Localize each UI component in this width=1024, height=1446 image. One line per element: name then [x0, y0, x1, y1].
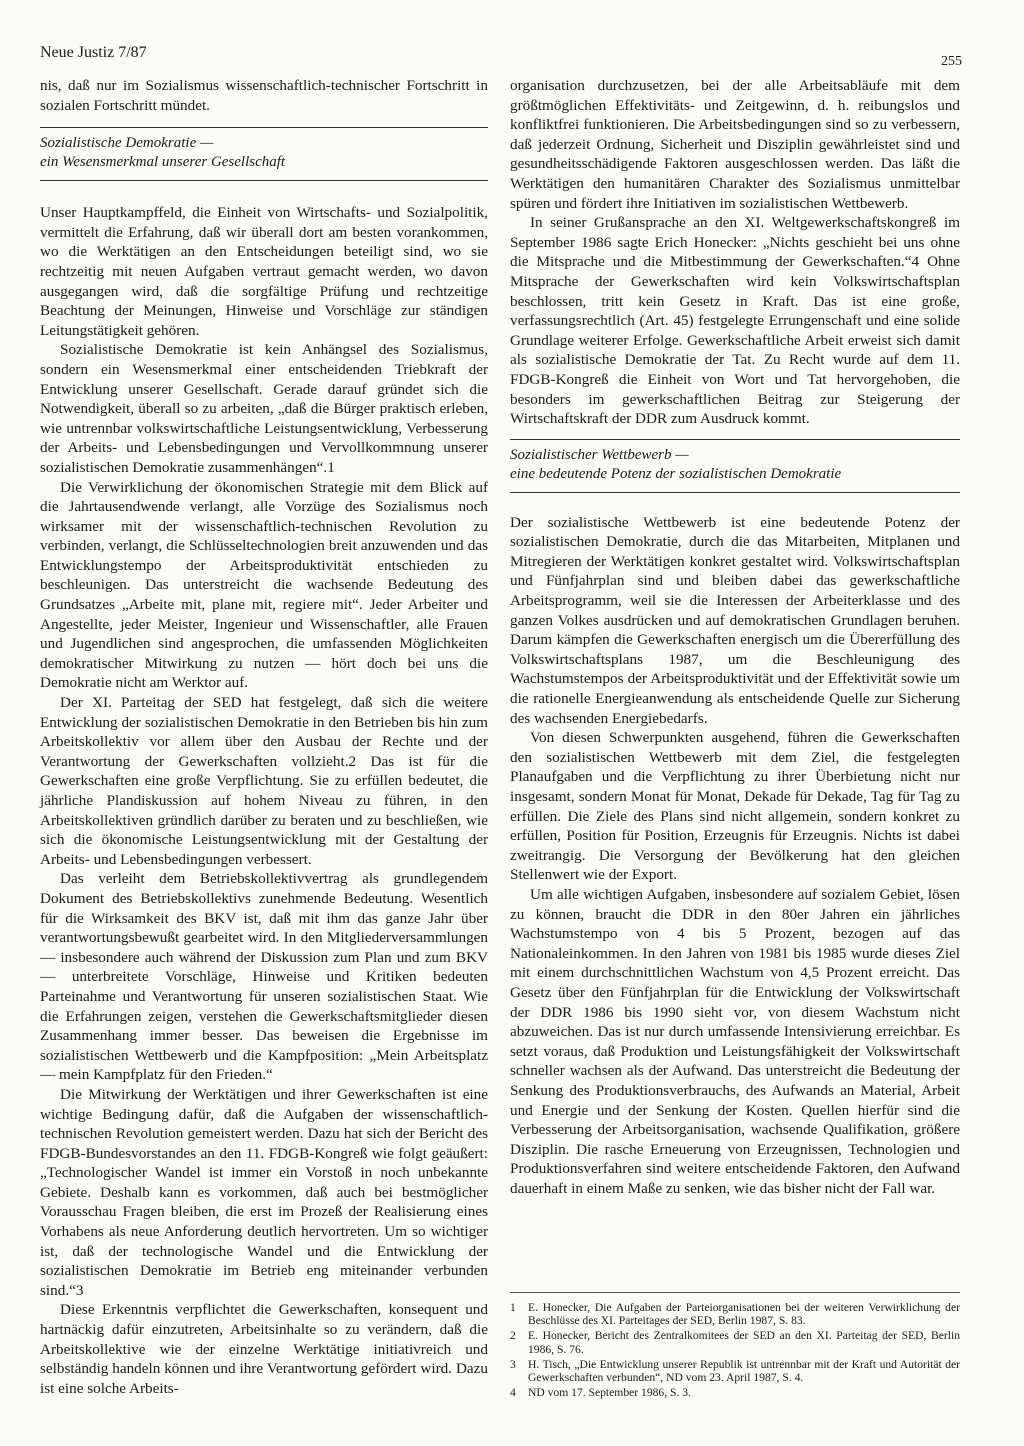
paragraph: Unser Hauptkampffeld, die Einheit von Wirtschafts- und Sozialpolitik, vermittelt die Erfahrung, daß wir überall dort am besten vorankommen, wo die Werktätigen an den Entscheidungen beteiligt sind, wo sie rechtzeitig mit neuen Aufgaben vertraut gemacht werden, wo davon ausgegangen wird, daß die sorgfältige Prüfung und rechtzeitige Beachtung der Meinungen, Hinweise und Vorschläge zur ständigen Leitungstätigkeit gehören.	[40, 204, 488, 339]
footnote-number: 4	[510, 1386, 516, 1400]
paragraph: Um alle wichtigen Aufgaben, insbesondere auf sozialem Gebiet, lösen zu können, braucht die DDR in den 80er Jahren ein jährliches Wachstumstempo von 4 bis 5 Prozent, bezogen auf das Nationaleinkommen. In den Jahren von 1981 bis 1985 wurde dieses Ziel mit einem durchschnittlichen Wachstum von 4,5 Prozent erreicht. Das Gesetz über den Fünfjahrplan für die Entwicklung der Volkswirtschaft der DDR 1986 bis 1990 sieht vor, von diesem Wachstum nicht abzuweichen. Das ist nur durch umfassende Intensivierung erreichbar. Es setzt voraus, daß Produktion und Leistungsfähigkeit der Volkswirtschaft schneller wachsen als der Aufwand. Das unterstreicht die Bedeutung der Senkung des Produktionsverbrauchs, des Aufwands an Material, Arbeit und Energie und der Senkung der Kosten. Quellen hierfür sind die Verbesserung der Arbeitsorganisation, wachsende Qualifikation, größere Disziplin. Die rasche Erneuerung von Erzeugnissen, Technologien und Produktionsverfahren sind weitere entscheidende Faktoren, den Aufwand dauerhaft in einem Maße zu senken, wie das bisher nicht der Fall war.	[510, 885, 960, 1197]
page-number: 255	[941, 54, 962, 69]
paragraph: In seiner Grußansprache an den XI. Weltgewerkschaftskongreß im September 1986 sagte Erich Honecker: „Nichts geschieht bei uns ohne die Mitsprache und die Mitbestimmung der Gewerkschaften.“4 Ohne Mitsprache der Gewerkschaften wird kein Volkswirtschaftsplan beschlossen, tritt kein Gesetz in Kraft. Das ist eine große, verfassungsrechtlich (Art. 45) festgelegte Errungenschaft und eine solide Grundlage weiterer Erfolge. Gewerkschaftliche Arbeit erweist sich damit als sozialistische Demokratie der Tat. Zu Recht wurde auf dem 11. FDGB-Kongreß die Einheit von Wort und Tat hervorgehoben, die besonders im gewerkschaftlichen Beitrag zur Steigerung der Wirtschaftskraft der DDR zum Ausdruck kommt.	[510, 214, 960, 428]
footnote-text: H. Tisch, „Die Entwicklung unserer Republik ist untrennbar mit der Kraft und Autorität der Gewerkschaften verbunden“, ND vom 23. April 1987, S. 4.	[528, 1357, 960, 1385]
paragraph: organisation durchzusetzen, bei der alle Arbeitsabläufe mit dem größtmöglichen Effektivitäts- und Zeitgewinn, d. h. reibungslos und konfliktfrei funktionieren. Die Arbeitsbedingungen sind so zu verbessern, daß jederzeit Ordnung, Sicherheit und Disziplin gewährleistet sind und gesundheitsschädigende Faktoren ausgeschlossen werden. Das läßt die Werktätigen den humanitären Charakter des Sozialismus unmittelbar spüren und fördert ihre Initiativen im sozialistischen Wettbewerb.	[510, 77, 960, 212]
paragraph: Diese Erkenntnis verpflichtet die Gewerkschaften, konsequent und hartnäckig dafür einzutreten, Arbeitsinhalte so zu verändern, daß die Arbeitskollektive wie der einzelne Werktätige initiativreich und selbständig handeln können und ihre Verantwortung gefördert wird. Dazu ist eine solche Arbeits-	[40, 1301, 488, 1397]
section-heading-line: ein Wesensmerkmal unserer Gesellschaft	[40, 154, 286, 171]
footnote-number: 3	[510, 1357, 516, 1371]
footnote	[510, 1386, 960, 1399]
footnotes	[510, 1292, 960, 1401]
section-heading-line: Sozialistischer Wettbewerb —	[510, 446, 689, 463]
left-column	[40, 76, 488, 1398]
section-heading	[40, 127, 488, 181]
footnote	[510, 1358, 960, 1384]
footnote-text: E. Honecker, Bericht des Zentralkomitees der SED an den XI. Parteitag der SED, Berlin 1986, S. 76.	[528, 1329, 960, 1356]
paragraph: Sozialistische Demokratie ist kein Anhängsel des Sozialismus, sondern ein Wesensmerkmal einer entscheidenden Triebkraft der Entwicklung unserer Gesellschaft. Gerade darauf gründet sich die Notwendigkeit, überall so zu arbeiten, „daß die Bürger praktisch erleben, wie untrennbar volkswirtschaftliche Leistungsentwicklung, Verbesserung der Arbeits- und Lebensbedingungen und Vervollkommnung unserer sozialistischen Demokratie zusammenhängen“.1	[40, 341, 488, 476]
paragraph: nis, daß nur im Sozialismus wissenschaftlich-technischer Fortschritt in sozialen Fortschritt mündet.	[40, 77, 488, 114]
footnote-text: ND vom 17. September 1986, S. 3.	[528, 1386, 691, 1400]
section-heading-line: Sozialistische Demokratie —	[40, 135, 214, 152]
paragraph: Von diesen Schwerpunkten ausgehend, führen die Gewerkschaften den sozialistischen Wettbewerb mit dem Ziel, die festgelegten Planaufgaben und die Verpflichtung zu ihrer Überbietung nicht nur insgesamt, sondern Monat für Monat, Dekade für Dekade, Tag für Tag zu erfüllen. Die Ziele des Plans sind nicht allgemein, sondern konkret zu erfüllen, Position für Position, Erzeugnis für Erzeugnis. Nichts ist dabei zweitrangig. Die Versorgung der Bevölkerung hat den gleichen Stellenwert wie der Export.	[510, 729, 960, 884]
footnote-number: 1	[510, 1301, 516, 1314]
running-head: Neue Justiz 7/87	[40, 44, 147, 61]
section-heading	[510, 439, 960, 493]
footnote-text: E. Honecker, Die Aufgaben der Parteiorganisationen bei der weiteren Verwirklichung der Beschlüsse des XI. Parteitages der SED, Berlin 1987, S. 83.	[528, 1301, 960, 1328]
footnote	[510, 1329, 960, 1355]
paragraph: Der XI. Parteitag der SED hat festgelegt, daß sich die weitere Entwicklung der sozialistischen Demokratie in den Betrieben bis hin zum Arbeitskollektiv vor allem über den Ausbau der Rechte und der Verantwortung der Gewerkschaften vollzieht.2 Das ist für die Gewerkschaften eine große Verpflichtung. Sie zu erfüllen bedeutet, die jährliche Plandiskussion auf hohem Niveau zu führen, in den Arbeitskollektiven gründlich darüber zu beraten und zu beschließen, wie sich die ökonomische Leistungsentwicklung mit der Gestaltung der Arbeits- und Lebensbedingungen verbessert.	[40, 694, 488, 868]
paragraph: Das verleiht dem Betriebskollektivvertrag als grundlegendem Dokument des Betriebskollektivs zunehmende Bedeutung. Wesentlich für die Wirksamkeit des BKV ist, daß mit ihm das ganze Jahr über verantwortungsbewußt gearbeitet wird. In den Mitgliederversammlungen — insbesondere auch während der Diskussion zum Plan und zum BKV — unterbreitete Vorschläge, Hinweise und Kritiken bedeuten Parteinahme und Verantwortung für unseren sozialistischen Staat. Wie die Erfahrungen zeigen, verstehen die Gewerkschaftsmitglieder diesen Zusammenhang immer besser. Das beweisen die Ergebnisse im sozialistischen Wettbewerb und die Kampfposition: „Mein Arbeitsplatz — mein Kampfplatz für den Frieden.“	[40, 870, 488, 1084]
paragraph: Die Verwirklichung der ökonomischen Strategie mit dem Blick auf die Jahrtausendwende verlangt, alle Vorzüge des Sozialismus noch wirksamer mit der wissenschaftlich-technischen Revolution zu verbinden, verlangt, die Schlüsseltechnologien breit anzuwenden und das Entwicklungstempo der Arbeitsproduktivität entschieden zu beschleunigen. Das unterstreicht die wachsende Bedeutung des Grundsatzes „Arbeite mit, plane mit, regiere mit“. Jeder Arbeiter und Angestellte, jeder Meister, Ingenieur und Wissenschaftler, alle Frauen und Jugendlichen sind angesprochen, die umfassenden Möglichkeiten demokratischer Mitwirkung zu nutzen — hört doch bei uns die Demokratie nicht am Werktor auf.	[40, 478, 488, 692]
section-heading-line: eine bedeutende Potenz der sozialistischen Demokratie	[510, 465, 842, 482]
right-column	[510, 76, 960, 1198]
footnote	[510, 1301, 960, 1327]
footnote-number: 2	[510, 1329, 516, 1343]
paragraph: Der sozialistische Wettbewerb ist eine bedeutende Potenz der sozialistischen Demokratie, durch die das Mitarbeiten, Mitplanen und Mitregieren der Werktätigen konkret gestaltet wird. Volkswirtschaftsplan und Fünfjahrplan sind und bleiben dabei das gewerkschaftliche Arbeitsprogramm, weil sie die Interessen der Arbeiterklasse und des ganzen Volkes ausdrücken und auf demokratischen Grundlagen beruhen. Darum kämpfen die Gewerkschaften energisch um die Übererfüllung des Volkswirtschaftsplans 1987, um die Beschleunigung des Wachstumstempos der Arbeitsproduktivität und der Effektivität sowie um die rationelle Energieanwendung als entscheidende Quelle zur Sicherung des wachsenden Energiebedarfs.	[510, 513, 960, 727]
paragraph: Die Mitwirkung der Werktätigen und ihrer Gewerkschaften ist eine wichtige Bedingung dafür, daß die Aufgaben der wissenschaftlich-technischen Revolution gemeistert werden. Dazu hat sich der Bericht des FDGB-Bundesvorstandes an den 11. FDGB-Kongreß wie folgt geäußert: „Technologischer Wandel ist immer ein Vorstoß in noch unbekannte Gebiete. Deshalb kann es vorkommen, daß auch bei bestmöglicher Vorausschau Fragen bleiben, die erst im Prozeß der Realisierung eines Vorhabens als neue Anforderung deutlich hervortreten. Um so wichtiger ist, daß der technologische Wandel und die Entwicklung der sozialistischen Demokratie im Betrieb eng miteinander verbunden sind.“3	[40, 1085, 488, 1299]
